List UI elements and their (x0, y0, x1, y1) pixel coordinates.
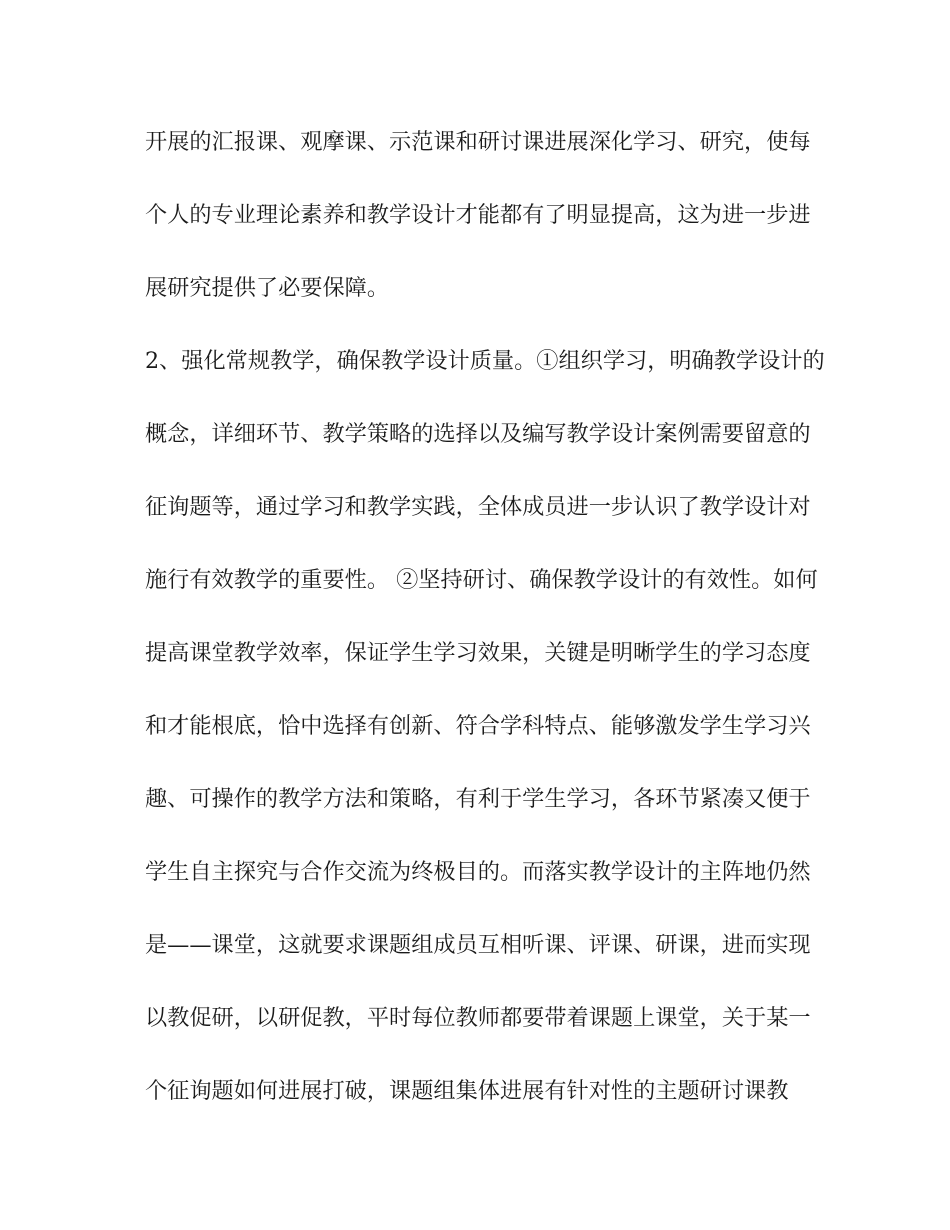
text-line: 个征询题如何进展打破，课题组集体进展有针对性的主题研讨课教 (145, 1078, 789, 1104)
text-line: 征询题等，通过学习和教学实践，全体成员进一步认识了教学设计对 (145, 494, 811, 520)
text-line: 趣、可操作的教学方法和策略，有利于学生学习，各环节紧凑又便于 (145, 786, 811, 812)
text-line: 提高课堂教学效率，保证学生学习效果，关键是明晰学生的学习态度 (145, 640, 811, 666)
text-line: 开展的汇报课、观摩课、示范课和研讨课进展深化学习、研究，使每 (145, 129, 811, 155)
text-line: 展研究提供了必要保障。 (145, 275, 390, 301)
text-line: 是——课堂，这就要求课题组成员互相听课、评课、研课，进而实现 (145, 932, 811, 958)
text-line: 以教促研，以研促教，平时每位教师都要带着课题上课堂，关于某一 (145, 1005, 811, 1031)
text-line: 个人的专业理论素养和教学设计才能都有了明显提高，这为进一步进 (145, 202, 811, 228)
text-line: 概念，详细环节、教学策略的选择以及编写教学设计案例需要留意的 (145, 421, 811, 447)
text-line: 施行有效教学的重要性。 ②坚持研讨、确保教学设计的有效性。如何 (145, 567, 818, 593)
text-line: 和才能根底，恰中选择有创新、符合学科特点、能够激发学生学习兴 (145, 713, 811, 739)
body-text (145, 116, 825, 1138)
text-line: 学生自主探究与合作交流为终极目的。而落实教学设计的主阵地仍然 (145, 859, 811, 885)
text-line: 2、强化常规教学，确保教学设计质量。①组织学习，明确教学设计的 (145, 348, 825, 374)
